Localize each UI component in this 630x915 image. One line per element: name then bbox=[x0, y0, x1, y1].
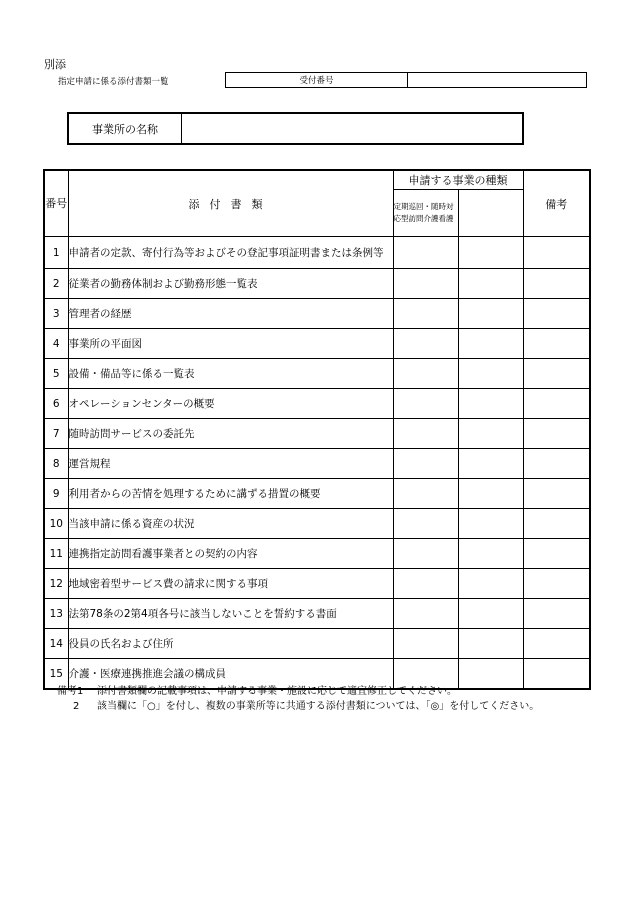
row-number: 15 bbox=[44, 659, 68, 690]
service-check-cell[interactable] bbox=[458, 629, 523, 659]
table-row bbox=[44, 329, 590, 359]
service-check-cell[interactable] bbox=[393, 479, 458, 509]
row-document-title: 連携指定訪問看護事業者との契約の内容 bbox=[68, 539, 393, 569]
row-number: 1 bbox=[44, 237, 68, 269]
service-check-cell[interactable] bbox=[393, 359, 458, 389]
row-number: 9 bbox=[44, 479, 68, 509]
service-type-group-header: 申請する事業の種類 bbox=[393, 170, 523, 190]
remarks-cell[interactable] bbox=[523, 509, 590, 539]
table-row bbox=[44, 629, 590, 659]
row-number: 3 bbox=[44, 299, 68, 329]
service-check-cell[interactable] bbox=[458, 419, 523, 449]
note-text: 該当欄に「○」を付し、複数の事業所等に共通する添付書類については、「◎」を付してください。 bbox=[97, 701, 540, 712]
attachment-label: 別添 bbox=[44, 58, 66, 71]
remarks-cell[interactable] bbox=[523, 569, 590, 599]
row-number: 7 bbox=[44, 419, 68, 449]
row-document-title: 地域密着型サービス費の請求に関する事項 bbox=[68, 569, 393, 599]
receipt-number-field[interactable] bbox=[408, 73, 586, 87]
table-row bbox=[44, 237, 590, 269]
table-row bbox=[44, 479, 590, 509]
table-row bbox=[44, 509, 590, 539]
office-name-label: 事業所の名称 bbox=[69, 114, 182, 143]
remarks-cell[interactable] bbox=[523, 269, 590, 299]
service-check-cell[interactable] bbox=[458, 237, 523, 269]
row-document-title: 運営規程 bbox=[68, 449, 393, 479]
note-prefix: 2 bbox=[73, 701, 80, 712]
row-number: 2 bbox=[44, 269, 68, 299]
service-check-cell[interactable] bbox=[458, 449, 523, 479]
row-document-title: 従業者の勤務体制および勤務形態一覧表 bbox=[68, 269, 393, 299]
row-document-title: 随時訪問サービスの委託先 bbox=[68, 419, 393, 449]
service-check-cell[interactable] bbox=[458, 389, 523, 419]
service-check-cell[interactable] bbox=[458, 299, 523, 329]
remarks-cell[interactable] bbox=[523, 539, 590, 569]
service-check-cell[interactable] bbox=[458, 539, 523, 569]
row-document-title: 利用者からの苦情を処理するために講ずる措置の概要 bbox=[68, 479, 393, 509]
row-document-title: 設備・備品等に係る一覧表 bbox=[68, 359, 393, 389]
remarks-cell[interactable] bbox=[523, 237, 590, 269]
row-document-title: 法第78条の2第4項各号に該当しないことを誓約する書面 bbox=[68, 599, 393, 629]
service-check-cell[interactable] bbox=[458, 269, 523, 299]
notes bbox=[57, 684, 539, 714]
row-number: 12 bbox=[44, 569, 68, 599]
row-document-title: 介護・医療連携推進会議の構成員 bbox=[68, 659, 393, 690]
service-check-cell[interactable] bbox=[393, 539, 458, 569]
table-row bbox=[44, 299, 590, 329]
remarks-cell[interactable] bbox=[523, 389, 590, 419]
remarks-cell[interactable] bbox=[523, 599, 590, 629]
row-document-title: 事業所の平面図 bbox=[68, 329, 393, 359]
note-line bbox=[57, 684, 539, 699]
service-check-cell[interactable] bbox=[393, 269, 458, 299]
service-check-cell[interactable] bbox=[458, 509, 523, 539]
note-line bbox=[57, 699, 539, 714]
row-document-title: 管理者の経歴 bbox=[68, 299, 393, 329]
service-check-cell[interactable] bbox=[393, 629, 458, 659]
service-check-cell[interactable] bbox=[393, 449, 458, 479]
remarks-cell[interactable] bbox=[523, 479, 590, 509]
service-check-cell[interactable] bbox=[458, 599, 523, 629]
service-check-cell[interactable] bbox=[458, 329, 523, 359]
service-type-header: 定期巡回・随時対応型訪問介護看護 bbox=[393, 190, 458, 237]
service-check-cell[interactable] bbox=[393, 329, 458, 359]
row-number: 10 bbox=[44, 509, 68, 539]
service-check-cell[interactable] bbox=[393, 419, 458, 449]
row-number: 11 bbox=[44, 539, 68, 569]
remarks-cell[interactable] bbox=[523, 299, 590, 329]
service-check-cell[interactable] bbox=[458, 569, 523, 599]
office-name-field[interactable] bbox=[182, 114, 522, 143]
service-check-cell[interactable] bbox=[393, 599, 458, 629]
row-number: 14 bbox=[44, 629, 68, 659]
table-row bbox=[44, 419, 590, 449]
row-number: 4 bbox=[44, 329, 68, 359]
remarks-cell[interactable] bbox=[523, 449, 590, 479]
remarks-cell[interactable] bbox=[523, 329, 590, 359]
service-check-cell[interactable] bbox=[458, 359, 523, 389]
service-check-cell[interactable] bbox=[393, 237, 458, 269]
table-row bbox=[44, 599, 590, 629]
document-title-header: 添付書類 bbox=[68, 170, 393, 237]
table-row bbox=[44, 569, 590, 599]
note-prefix: 備考1 bbox=[57, 686, 84, 697]
attached-documents-table bbox=[43, 169, 591, 690]
remarks-cell[interactable] bbox=[523, 419, 590, 449]
service-check-cell[interactable] bbox=[393, 389, 458, 419]
row-document-title: 申請者の定款、寄付行為等およびその登記事項証明書または条例等 bbox=[68, 237, 393, 269]
service-type-header-blank bbox=[458, 190, 523, 237]
service-check-cell[interactable] bbox=[458, 479, 523, 509]
list-title: 指定申請に係る添付書類一覧 bbox=[58, 77, 169, 87]
remarks-cell[interactable] bbox=[523, 629, 590, 659]
row-number: 8 bbox=[44, 449, 68, 479]
remarks-cell[interactable] bbox=[523, 359, 590, 389]
service-check-cell[interactable] bbox=[393, 569, 458, 599]
table-row bbox=[44, 359, 590, 389]
office-name-box bbox=[67, 112, 524, 145]
row-document-title: 当該申請に係る資産の状況 bbox=[68, 509, 393, 539]
table-row bbox=[44, 449, 590, 479]
row-number: 13 bbox=[44, 599, 68, 629]
table-row bbox=[44, 389, 590, 419]
row-document-title: 役員の氏名および住所 bbox=[68, 629, 393, 659]
remarks-header: 備考 bbox=[523, 170, 590, 237]
receipt-number-label: 受付番号 bbox=[226, 73, 408, 87]
table-row bbox=[44, 269, 590, 299]
receipt-number-box bbox=[225, 72, 587, 88]
row-document-title: オペレーションセンターの概要 bbox=[68, 389, 393, 419]
row-number: 5 bbox=[44, 359, 68, 389]
service-check-cell[interactable] bbox=[393, 509, 458, 539]
service-check-cell[interactable] bbox=[393, 299, 458, 329]
table-row bbox=[44, 539, 590, 569]
note-text: 添付書類欄の記載事項は、申請する事業・施設に応じて適宜修正してください。 bbox=[97, 686, 457, 697]
number-header: 番号 bbox=[44, 170, 68, 237]
row-number: 6 bbox=[44, 389, 68, 419]
